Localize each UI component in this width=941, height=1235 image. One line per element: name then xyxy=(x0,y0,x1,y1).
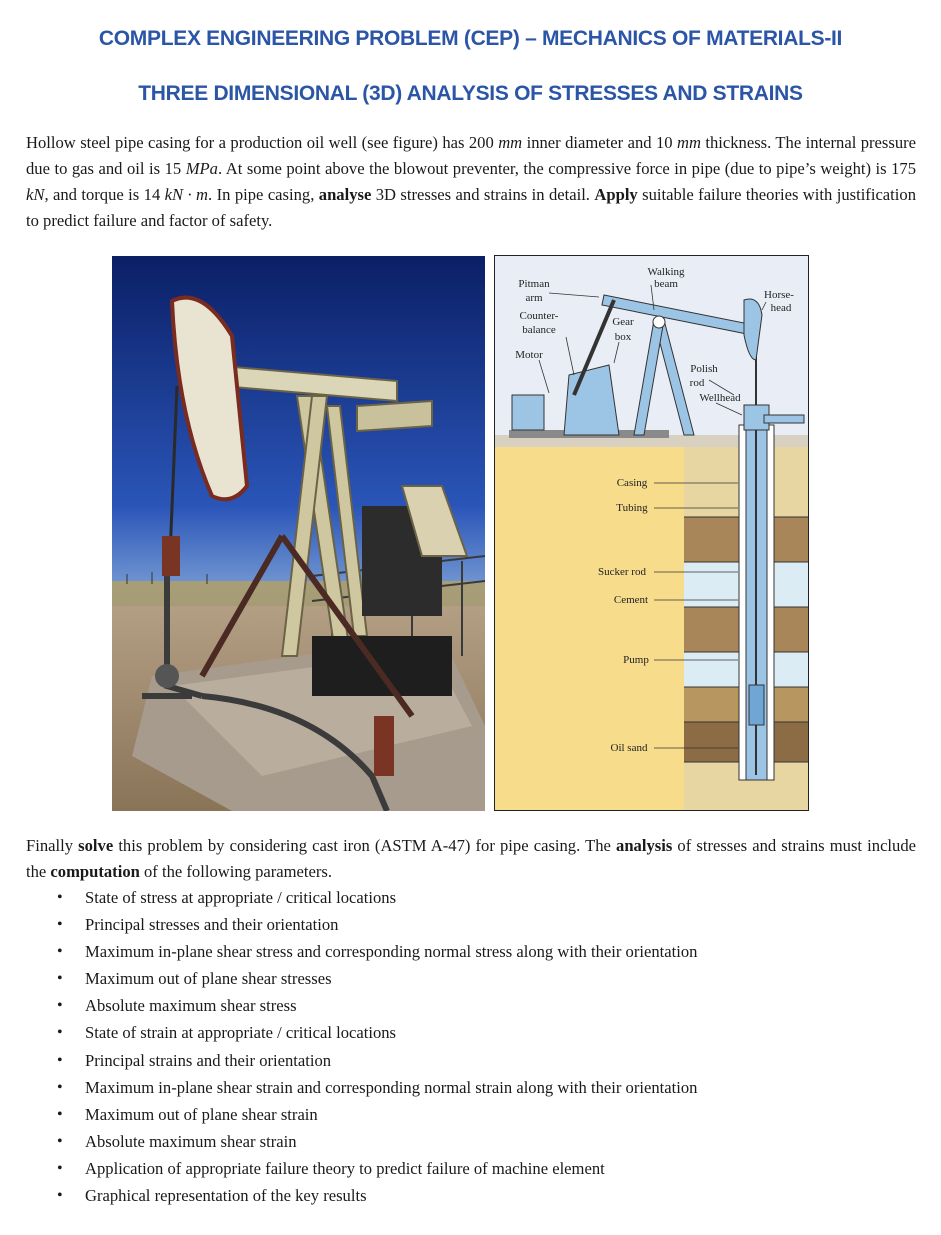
label-oil-sand: Oil sand xyxy=(610,742,648,754)
list-item: • Principal strains and their orientation xyxy=(55,1047,697,1074)
oil-well-diagram xyxy=(494,255,809,811)
bullet-icon: • xyxy=(57,943,63,961)
bullet-icon: • xyxy=(57,1132,63,1150)
bullet-icon: • xyxy=(57,916,63,934)
bullet-icon: • xyxy=(57,1105,63,1123)
label-motor: Motor xyxy=(515,349,543,361)
label-polish-rod: Polish xyxy=(690,363,718,375)
bullet-icon: • xyxy=(57,889,63,906)
parameter-list xyxy=(55,884,697,1209)
label-walking-beam-2: beam xyxy=(654,278,678,290)
problem-statement: Hollow steel pipe casing for a production oil well (see figure) has 200 mm inner diameter and 10 mm thickness. The internal pressure due to gas and oil is 15 MPa. At some point above the blowout preventer, the compressive force in pipe (due to pipe’s weight) is 175 kN, and torque is 14 kN · m. In pipe casing, analyse 3D stresses and strains in detail. Apply suitable failure theories with justification to predict failure and factor of safety. xyxy=(26,133,917,230)
label-horsehead-2: head xyxy=(770,302,792,314)
bullet-icon: • xyxy=(57,1051,63,1069)
final-instructions: Finally solve this problem by considering cast iron (ASTM A-47) for pipe casing. The analysis of stresses and strains must include the computation of the following parameters. xyxy=(26,836,917,881)
label-pitman-2: arm xyxy=(525,292,543,304)
label-counter-2: balance xyxy=(522,324,556,336)
label-counter: Counter- xyxy=(519,310,559,322)
label-sucker-rod: Sucker rod xyxy=(598,566,646,578)
list-item: • Absolute maximum shear stress xyxy=(55,992,697,1019)
label-cement: Cement xyxy=(613,594,649,606)
label-horsehead: Horse- xyxy=(764,289,794,301)
bullet-icon: • xyxy=(57,1159,63,1177)
list-item: • Graphical representation of the key results xyxy=(55,1182,697,1209)
list-item: • Application of appropriate failure theory to predict failure of machine element xyxy=(55,1155,697,1182)
list-item: • Maximum out of plane shear strain xyxy=(55,1101,697,1128)
label-pump: Pump xyxy=(623,654,649,666)
label-walking-beam: Walking xyxy=(647,266,685,278)
pump-jack-photo xyxy=(112,256,485,811)
bullet-icon: • xyxy=(57,970,63,988)
label-tubing: Tubing xyxy=(616,502,648,514)
list-item: • Maximum in-plane shear strain and corresponding normal strain along with their orientation xyxy=(55,1074,697,1101)
label-gear-2: box xyxy=(614,331,632,343)
list-item: • Absolute maximum shear strain xyxy=(55,1128,697,1155)
label-wellhead: Wellhead xyxy=(699,392,741,404)
list-item: • Principal stresses and their orientation xyxy=(55,911,697,938)
list-item: • Maximum in-plane shear stress and corresponding normal stress along with their orientation xyxy=(55,938,697,965)
list-item: • Maximum out of plane shear stresses xyxy=(55,965,697,992)
document-subtitle: THREE DIMENSIONAL (3D) ANALYSIS OF STRESSES AND STRAINS xyxy=(138,82,803,105)
label-gear: Gear xyxy=(612,316,634,328)
label-polish-rod-2: rod xyxy=(689,377,705,389)
label-casing: Casing xyxy=(616,477,648,489)
bullet-icon: • xyxy=(57,997,63,1015)
bullet-icon: • xyxy=(57,1078,63,1096)
bullet-icon: • xyxy=(57,1024,63,1042)
label-pitman: Pitman xyxy=(518,278,550,290)
bullet-icon: • xyxy=(57,1187,63,1205)
list-item: • State of stress at appropriate / critical locations xyxy=(55,884,697,911)
document-title: COMPLEX ENGINEERING PROBLEM (CEP) – MECHANICS OF MATERIALS-II xyxy=(98,27,843,50)
list-item: • State of strain at appropriate / critical locations xyxy=(55,1019,697,1046)
